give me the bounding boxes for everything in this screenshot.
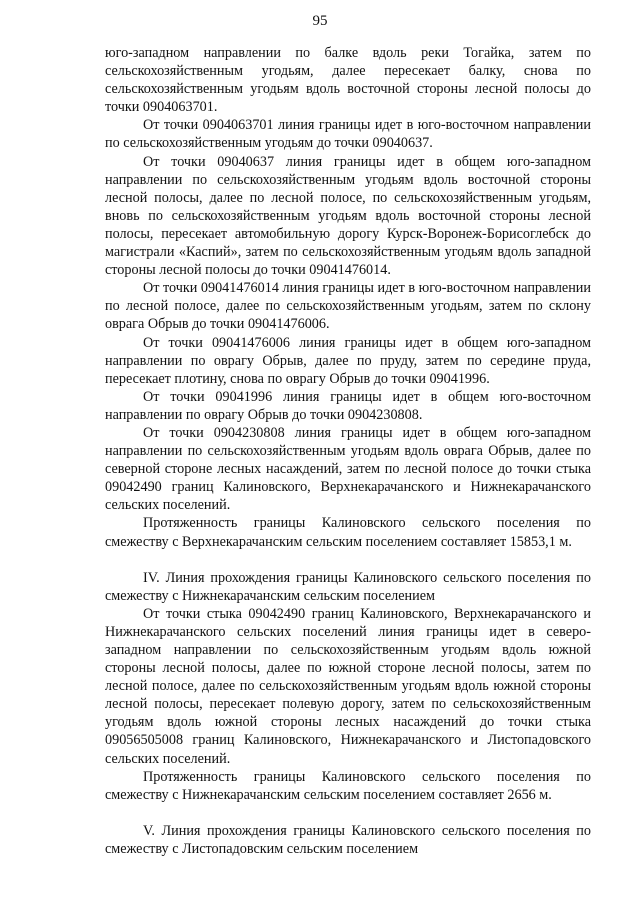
paragraph: От точки стыка 09042490 границ Калиновского, Верхнекарачанского и Нижнекарачанского сельских поселений линия границы идет в северо-западном направлении по сельскохозяйственным угодьям вдоль южной стороны лесной полосы, далее по южной стороне лесной полосы, затем по лесной полосе, далее по сельскохозяйственным угодьям вдоль южной стороны лесной полосы, пересекает полевую дорогу, затем по сельскохозяйственным угодьям вдоль южной стороны лесных насаждений до точки стыка 09056505008 границ Калиновского, Нижнекарачанского и Листопадовского сельских поселений. — [105, 605, 591, 767]
page-number: 95 — [312, 13, 328, 29]
paragraph: От точки 09040637 линия границы идет в общем юго-западном направлении по сельскохозяйственным угодьям вдоль восточной стороны лесной полосы, далее по лесной полосе, по сельскохозяйственным угодьям, вновь по сельскохозяйственным угодьям вдоль восточной стороны лесной полосы, пересекает автомобильную дорогу Курск-Воронеж-Борисоглебск до магистрали «Каспий», затем по сельскохозяйственным угодьям вдоль западной стороны лесной полосы до точки 09041476014. — [105, 153, 591, 279]
paragraph: От точки 09041476006 линия границы идет в общем юго-западном направлении по оврагу Обрыв, далее по пруду, затем по середине пруда, пересекает плотину, снова по оврагу Обрыв до точки 09041996. — [105, 334, 591, 387]
paragraph: От точки 09041996 линия границы идет в общем юго-восточном направлении по оврагу Обрыв до точки 0904230808. — [105, 388, 591, 423]
paragraph-continuation: юго-западном направлении по балке вдоль реки Тогайка, затем по сельскохозяйственным угодьям, далее пересекает балку, снова по сельскохозяйственным угодьям вдоль восточной стороны лесной полосы до точки 0904063701. — [105, 45, 591, 116]
paragraph: От точки 0904230808 линия границы идет в общем юго-западном направлении по сельскохозяйственным угодьям вдоль оврага Обрыв, далее по северной стороне лесных насаждений, затем по лесной полосе до точки стыка 09042490 границ Калиновского, Верхнекарачанского и Нижнекарачанского сельских поселений. — [105, 424, 591, 514]
paragraph: От точки 0904063701 линия границы идет в юго-восточном направлении по сельскохозяйственным угодьям до точки 09040637. — [105, 117, 591, 152]
document-body — [105, 44, 591, 858]
section-heading-iv: IV. Линия прохождения границы Калиновского сельского поселения по смежеству с Нижнекарачанским сельским поселением — [105, 569, 591, 604]
paragraph-length-summary: Протяженность границы Калиновского сельского поселения по смежеству с Нижнекарачанским сельским поселением составляет 2656 м. — [105, 768, 591, 803]
paragraph: От точки 09041476014 линия границы идет в юго-восточном направлении по лесной полосе, далее по сельскохозяйственным угодьям, затем по склону оврага Обрыв до точки 09041476006. — [105, 280, 591, 333]
section-heading-v: V. Линия прохождения границы Калиновского сельского поселения по смежеству с Листопадовским сельским поселением — [105, 822, 591, 857]
paragraph-length-summary: Протяженность границы Калиновского сельского поселения по смежеству с Верхнекарачанским сельским поселением составляет 15853,1 м. — [105, 515, 591, 550]
